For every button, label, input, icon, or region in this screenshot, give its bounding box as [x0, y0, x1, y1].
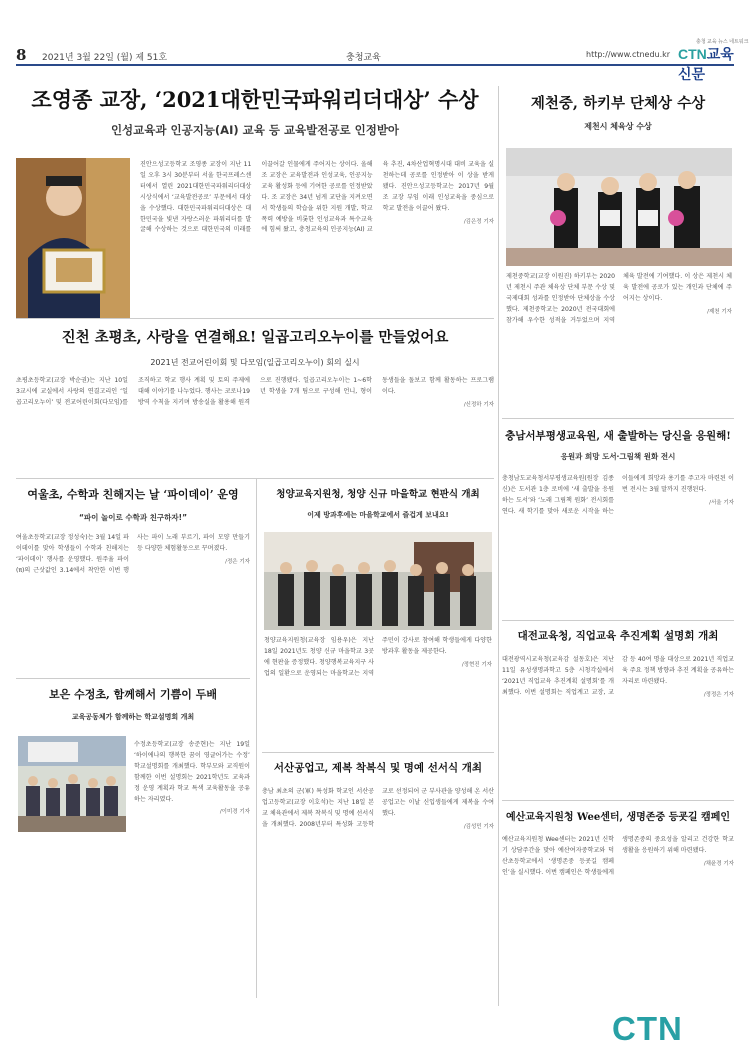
- article-daejeon-text: 대전광역시교육청(교육감 설동호)은 지난 11일 유성생명과학고 5층 시청각실에서 ‘2021년 직업교육 추진계획 설명회’를 개최했다. 이번 설명회는 직업계고 교장, 교감 등 40여 명을 대상으로 2021년 직업교육 주요 정책 방향과 추진 계획을 공유하는 자리로 마련됐다.: [502, 656, 734, 696]
- divider: [502, 620, 734, 621]
- divider: [16, 318, 494, 319]
- divider: [16, 478, 494, 479]
- article-yeoul-text: 여울초등학교(교장 정성숙)는 3월 14일 파이데이를 맞아 학생들이 수학과 친해지는 ‘파이데이’ 행사를 운영했다. 원주율 파이(π)의 근삿값인 3.14에서 착안한 이번 행사는 파이 노래 부르기, 파이 모양 만들기 등 다양한 체험활동으로 꾸며졌다.: [16, 534, 250, 574]
- article-cho-text: 진안으성고등학교 조영종 교장이 지난 11일 오후 3시 30분부터 서울 한국프레스센터에서 열린 2021대한민국파워리더대상 시상식에서 ‘교육발전공로’ 부문에서 대상을 수상했다. 대한민국파워리더대상은 대한민국을 빛낸 자랑스러운 파워리더를 발굴해 수상하는 것으로 대한민국의 미래를 이끌어갈 인물에게 주어지는 상이다. 올해 조 교장은 교육발전과 인성교육, 인공지능 교육 활성화 등에 기여한 공로를 인정받았다. 조 교장은 34년 넘게 교단을 지켜오면서 학생들의 학습을 위한 지원 개발, 학교폭력 예방을 비롯한 인성교육과 특수교육에 힘써 왔고, 충청교육의 인공지능(AI) 교육 추진, 4차산업혁명시대 대비 교육을 실천하는데 공로를 인정받아 이 상을 받게 됐다. 진안으성고등학교는 2017년 9월 조 교장 부임 이래 인성교육을 중심으로 학교 발전을 이끌어 왔다.: [140, 161, 494, 234]
- article-yeoul-title: 여울초, 수학과 친해지는 날 ‘파이데이’ 운영: [27, 488, 239, 501]
- footer-ctn-logo: CTN: [612, 1010, 683, 1047]
- article-yesan-body: [502, 835, 734, 1005]
- article-sujeong: [16, 686, 250, 736]
- divider: [498, 86, 499, 1006]
- page-number: 8: [16, 46, 27, 64]
- logo-sub: 교육신문: [678, 46, 734, 82]
- cho-photo: [16, 158, 130, 318]
- article-cho-body: [140, 160, 494, 310]
- article-daejeon-body: [502, 655, 734, 795]
- article-chopyeong-author: /신정하 기자: [463, 401, 494, 408]
- article-cheongyang-author: /정현진 기자: [461, 661, 492, 668]
- site-url[interactable]: http://www.ctnedu.kr: [586, 50, 671, 59]
- article-cho-title: 조영종 교장, ‘2021대한민국파워리더대상’ 수상: [31, 87, 479, 112]
- article-yesan-title: 예산교육지원청 Wee센터, 생명존중 등굣길 캠페인: [505, 812, 731, 823]
- article-yeoul-author: /정은 기자: [225, 558, 250, 565]
- logo-tagline: 충청 교육 뉴스 네트워크: [696, 39, 749, 45]
- article-seobu-body: [502, 474, 734, 614]
- article-chopyeong: [16, 326, 494, 476]
- article-seosan-text: 충남 최초의 군(軍) 특성화 학교인 서산공업고등학교(교장 이호석)는 지난 18일 본교 체육관에서 제복 착복식 및 명예 선서식을 개최했다. 2008년부터 특성화 고등학교로 선정되어 군 부사관을 양성해 온 서산공업고는 이날 신입생들에게 제복을 수여했다.: [262, 788, 494, 828]
- article-jecheon-body: [506, 272, 732, 382]
- issue-date: 2021년 3월 22일 (월) 제 51호: [42, 53, 168, 63]
- article-sujeong-author: /이미경 기자: [219, 809, 250, 816]
- article-jecheon-text: 제천중학교(교장 이원진) 하키부는 2020년 제천시 주관 체육상 단체 부문 수상 및 국제대회 성과를 인정받아 단체상을 수상했다. 제천중학교는 2020년 전국대회에 참가해 우수한 성적을 거두었으며 지역 체육 발전에 기여했다. 이 상은 제천시 체육 발전에 공로가 있는 개인과 단체에 주어지는 상이다.: [506, 273, 732, 324]
- article-seobu-subtitle: 응원과 희망 도서·그림책 원화 전시: [560, 452, 676, 461]
- cheongyang-photo: [264, 532, 492, 630]
- article-sujeong-subtitle: 교육공동체가 함께하는 학교설명회 개최: [71, 713, 195, 721]
- article-sujeong-text: 수정초등학교(교장 송준현)는 지난 19일 ‘하이에나의 행복한 꿈이 영글어가는 수정’ 학교설명회를 개최했다. 학부모와 교직원이 함께한 이번 설명회는 2021학년도 교육과정 운영 계획과 학교 특색 교육활동을 공유하는 자리였다.: [134, 741, 250, 803]
- article-yeoul: [16, 486, 250, 676]
- article-daejeon-author: /정정은 기자: [703, 691, 734, 698]
- article-cho-subtitle: 인성교육과 인공지능(AI) 교육 등 교육발전공로 인정받아: [110, 123, 400, 137]
- jecheon-photo: [506, 148, 732, 266]
- article-sujeong-body: [134, 740, 250, 1006]
- divider: [502, 800, 734, 801]
- article-yeoul-subtitle: “파이 놀이로 수학과 친구하자!”: [78, 513, 188, 522]
- article-daejeon: [502, 628, 734, 798]
- article-chopyeong-body: [16, 376, 494, 476]
- ctn-logo: [678, 39, 749, 84]
- article-seobu: [502, 428, 734, 618]
- article-seosan-author: /김성민 기자: [463, 823, 494, 830]
- article-cheongyang: [262, 486, 494, 534]
- article-seobu-title: 충남서부평생교육원, 새 출발하는 당신을 응원해!: [505, 430, 731, 442]
- page-header: [16, 39, 749, 82]
- article-jecheon-title: 제천중, 하키부 단체상 수상: [530, 95, 706, 112]
- article-cheongyang-subtitle: 이제 방과후에는 마을학교에서 즐겁게 보내요!: [307, 511, 449, 519]
- article-chopyeong-subtitle: 2021년 전교어린이회 및 다모임(일곱고리오누이) 회의 실시: [150, 358, 360, 367]
- section-name: 충청교육: [346, 53, 381, 63]
- article-cheongyang-body: [264, 636, 492, 748]
- article-cho-author: /김은정 기자: [463, 218, 494, 225]
- article-jecheon-author: /제천 기자: [707, 308, 732, 315]
- article-yesan-text: 예산교육지원청 Wee센터는 2021년 신학기 상담주간을 맞아 예산여자중학교와 덕산초등학교에서 ‘생명존중 등굣길 캠페인’을 실시했다. 이번 캠페인은 학생들에게 생명존중의 중요성을 알리고 건강한 학교생활을 응원하기 위해 마련됐다.: [502, 836, 734, 876]
- article-chopyeong-title: 진천 초평초, 사랑을 연결해요! 일곱고리오누이를 만들었어요: [61, 329, 449, 346]
- article-seosan: [262, 760, 494, 1006]
- article-jecheon-subtitle: 제천시 체육상 수상: [584, 122, 652, 131]
- sujeong-photo: [18, 736, 126, 832]
- article-sujeong-title: 보은 수정초, 함께해서 기쁨이 두배: [49, 688, 217, 701]
- article-yesan: [502, 808, 734, 1006]
- article-seosan-body: [262, 787, 494, 997]
- article-cheongyang-title: 청양교육지원청, 청양 신규 마을학교 현판식 개최: [276, 489, 480, 500]
- divider: [16, 678, 250, 679]
- logo-main: CTN: [678, 46, 707, 62]
- divider: [262, 752, 494, 753]
- divider: [502, 418, 734, 419]
- article-cheongyang-text: 청양교육지원청(교육장 임용우)은 지난 18일 2021년도 청양 신규 마을학교 3곳에 현판을 증정했다. 청양행복교육지구 사업의 일환으로 운영되는 마을학교는 지역 주민이 강사로 참여해 학생들에게 다양한 방과후 활동을 제공한다.: [264, 637, 492, 677]
- article-seosan-title: 서산공업고, 제복 착복식 및 명예 선서식 개최: [273, 762, 483, 774]
- article-seobu-author: /서울 기자: [709, 499, 734, 506]
- article-seobu-text: 충청남도교육청서부평생교육원(원장 김종신)은 도서관 1층 로비에 ‘새 출발을 응원하는 도서’와 ‘노래 그림책 원화’ 전시회를 연다. 새 학기를 맞아 새로운 시작을 하는 이들에게 희망과 용기를 주고자 마련된 이번 전시는 3월 말까지 진행된다.: [502, 475, 734, 515]
- article-yeoul-body: [16, 533, 250, 676]
- divider: [256, 478, 257, 998]
- article-daejeon-title: 대전교육청, 직업교육 추진계획 설명회 개최: [517, 630, 719, 642]
- article-chopyeong-text: 초평초등학교(교장 박순권)는 지난 10일 3교시에 교실에서 사랑의 연결고리인 ‘일곱고리오누이’ 및 전교어린이회(다모임)를 조직하고 학교 행사 계획 및 토의 주제에 대해 이야기를 나누었다. 행사는 코로나19 방역 수칙을 지키며 방송실을 활용해 원격으로 진행됐다. 일곱고리오누이는 1~6학년 학생을 7개 팀으로 구성해 언니, 형이 동생들을 돌보고 함께 활동하는 프로그램이다.: [16, 377, 494, 406]
- article-yesan-author: /채윤경 기자: [703, 860, 734, 867]
